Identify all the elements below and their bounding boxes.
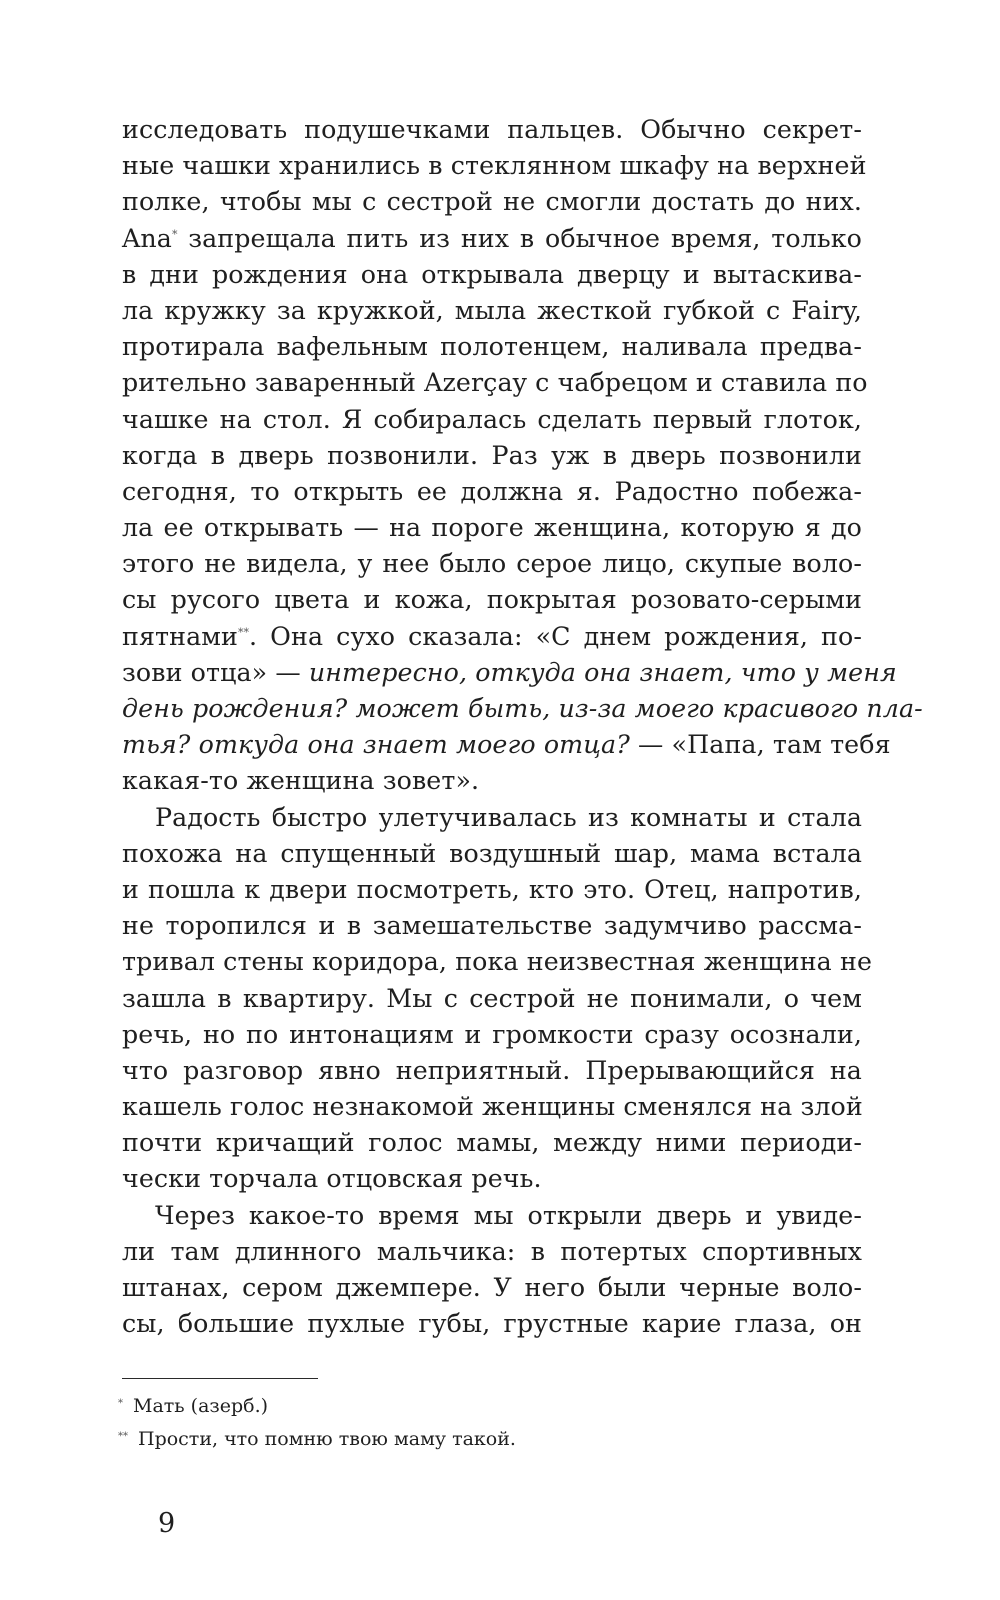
text-run: запрещала пить из них в обычное время, только	[177, 223, 862, 253]
text-line	[122, 257, 862, 293]
italic-text-run: день рождения? может быть, из-за моего красивого пла-	[122, 694, 923, 723]
text-run: какая-то женщина зовет».	[122, 766, 480, 796]
text-line	[122, 112, 862, 148]
italic-text-run: тья? откуда она знает моего отца?	[122, 730, 630, 760]
text-run: ла ее открывать — на пороге женщина, которую я до	[122, 513, 862, 543]
text-line	[122, 763, 862, 799]
text-line	[122, 981, 862, 1017]
text-line	[122, 655, 897, 691]
text-line	[122, 329, 862, 365]
footnote-mark: *	[118, 1398, 123, 1409]
footnotes	[118, 1390, 858, 1456]
text-run: Через какое-то время мы открыли дверь и увиде-	[155, 1200, 862, 1230]
footnote-mark: **	[118, 1431, 128, 1442]
text-run: что разговор явно неприятный. Прерывающийся на	[122, 1055, 862, 1085]
footnote-separator	[122, 1378, 318, 1379]
text-line	[122, 365, 868, 401]
text-line	[122, 438, 862, 474]
text-run: чашке на стол. Я собиралась сделать первый глоток,	[122, 404, 862, 434]
text-run: не торопился и в замешательстве задумчиво рассма-	[122, 911, 862, 941]
text-line	[122, 1089, 862, 1125]
text-line	[122, 1125, 862, 1161]
text-line	[122, 872, 862, 908]
text-line	[122, 474, 862, 510]
text-line	[122, 1198, 862, 1234]
text-run: — «Папа, там тебя	[629, 730, 891, 760]
text-line	[122, 800, 862, 836]
text-run: зови отца» —	[122, 657, 309, 687]
text-run: когда в дверь позвонили. Раз уж в дверь позвонили	[122, 440, 862, 470]
text-run: штанах, сером джемпере. У него были черные воло-	[122, 1273, 862, 1302]
text-line	[122, 402, 862, 438]
text-run: Ana	[122, 223, 172, 253]
text-run: тривал стены коридора, пока неизвестная женщина не	[122, 947, 873, 977]
text-run: похожа на спущенный воздушный шар, мама встала	[122, 838, 862, 868]
text-line	[122, 1161, 862, 1197]
text-run: кашель голос незнакомой женщины сменялся на злой	[122, 1092, 863, 1122]
text-run: пятнами	[122, 621, 238, 651]
text-line	[122, 221, 862, 257]
text-run: в дни рождения она открывала дверцу и вытаскива-	[122, 259, 862, 289]
footnote-reference-mark[interactable]: *	[171, 227, 178, 241]
text-line	[122, 293, 862, 329]
text-run: . Она сухо сказала: «С днем рождения, по-	[249, 621, 862, 651]
text-run: зашла в квартиру. Мы с сестрой не понимали, о чем	[122, 983, 862, 1013]
text-line	[122, 727, 891, 763]
text-run: сегодня, то открыть ее должна я. Радостно побежа-	[122, 476, 862, 506]
text-line	[122, 1053, 862, 1089]
text-line	[122, 908, 862, 944]
text-line	[122, 691, 923, 727]
text-line	[122, 944, 873, 980]
footnote-1	[118, 1390, 858, 1423]
text-run: ла кружку за кружкой, мыла жесткой губкой с Fairy,	[122, 295, 862, 325]
text-line	[122, 619, 862, 655]
text-line	[122, 546, 862, 582]
text-line	[122, 1306, 862, 1342]
text-run: полке, чтобы мы с сестрой не смогли достать до них.	[122, 187, 862, 217]
footnote-text: Прости, что помню твою маму такой.	[138, 1428, 516, 1450]
text-run: ные чашки хранились в стеклянном шкафу на верхней	[122, 151, 867, 181]
paragraph-2	[122, 800, 873, 1198]
text-run: сы, большие пухлые губы, грустные карие глаза, он	[122, 1309, 862, 1339]
text-line	[122, 582, 862, 618]
text-line	[122, 510, 862, 546]
text-run: почти кричащий голос мамы, между ними периоди-	[122, 1128, 862, 1158]
footnote-2	[118, 1423, 858, 1456]
text-line	[122, 148, 867, 184]
text-run: протирала вафельным полотенцем, наливала предва-	[122, 332, 862, 362]
text-line	[122, 1017, 862, 1053]
text-run: рительно заваренный Azerçay с чабрецом и ставила по	[122, 368, 868, 398]
text-run: исследовать подушечками пальцев. Обычно секрет-	[122, 115, 862, 144]
text-run: этого не видела, у нее было серое лицо, скупые воло-	[122, 549, 862, 579]
text-line	[122, 1234, 862, 1270]
footnote-reference-mark[interactable]: **	[238, 625, 249, 639]
paragraph-1	[122, 112, 923, 800]
text-run: ли там длинного мальчика: в потертых спортивных	[122, 1236, 862, 1266]
text-line	[122, 184, 862, 220]
footnote-text: Мать (азерб.)	[133, 1395, 269, 1417]
text-run: и пошла к двери посмотреть, кто это. Отец, напротив,	[122, 874, 862, 904]
page-number: 9	[158, 1508, 176, 1539]
text-run: речь, но по интонациям и громкости сразу осознали,	[122, 1019, 862, 1049]
text-run: чески торчала отцовская речь.	[122, 1164, 542, 1194]
paragraph-3	[122, 1198, 862, 1343]
text-line	[122, 836, 862, 872]
italic-text-run: интересно, откуда она знает, что у меня	[308, 657, 897, 687]
body-text	[122, 112, 923, 1342]
text-run: Радость быстро улетучивалась из комнаты и стала	[155, 802, 862, 832]
text-run: сы русого цвета и кожа, покрытая розовато-серыми	[122, 585, 862, 615]
text-line	[122, 1270, 862, 1306]
